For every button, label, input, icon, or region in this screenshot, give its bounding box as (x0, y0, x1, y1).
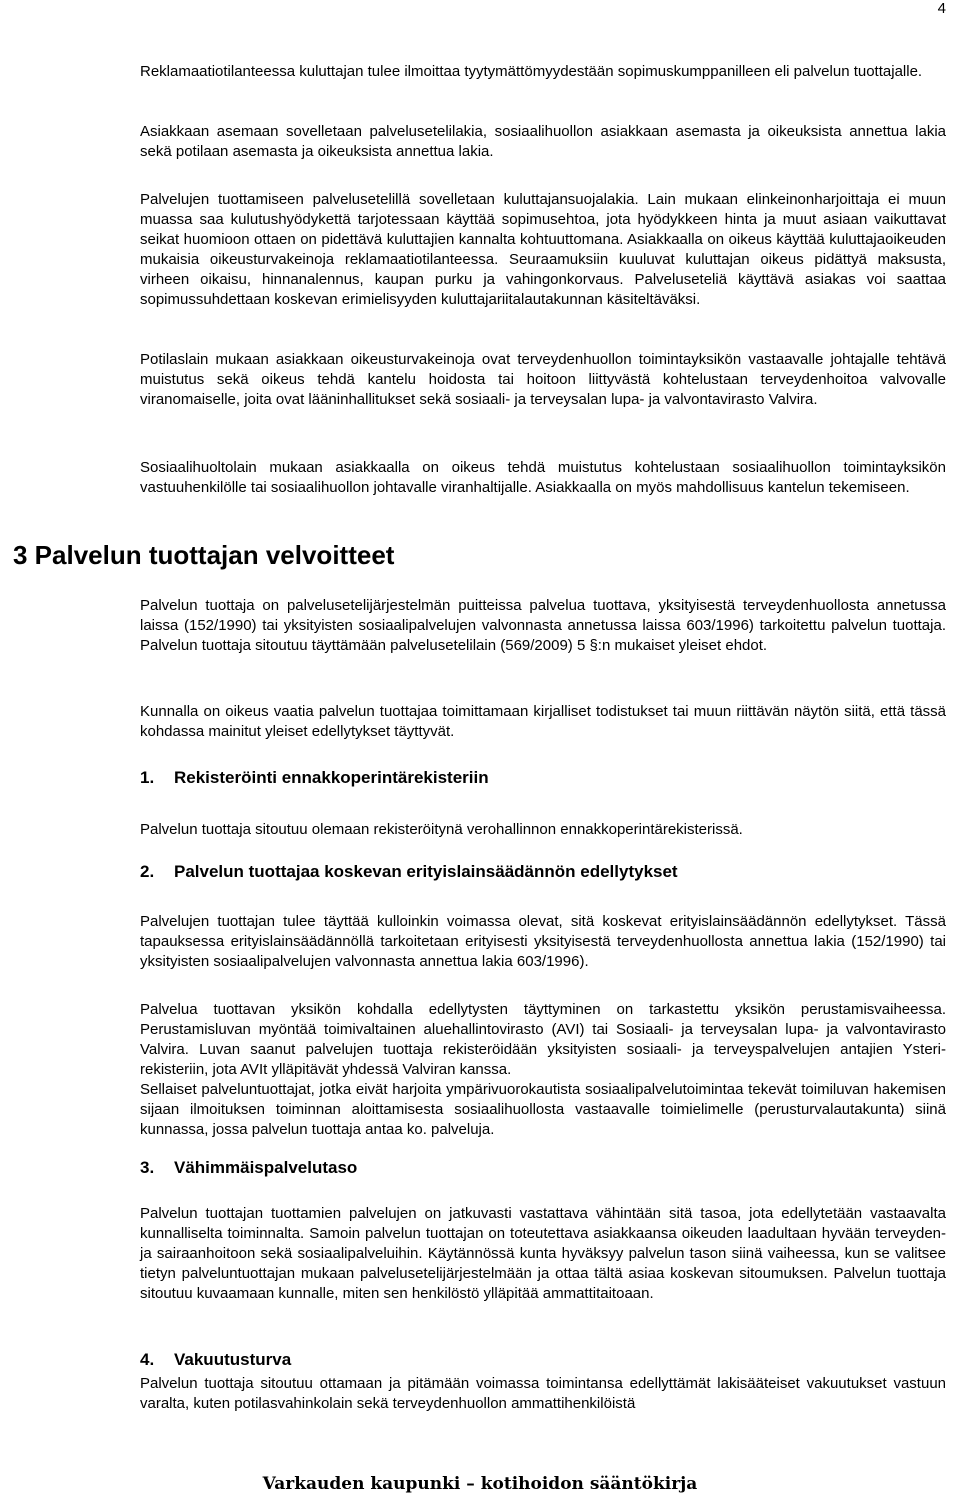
paragraph-kuluttajansuoja (140, 190, 946, 310)
paragraph-text: Palvelun tuottajan tuottamien palvelujen on jatkuvasti vastattava vähintään sitä tasoa, jota edellytetään vastaavalta kunnalliselta toiminnalta. Samoin palvelun tuottajan on toteutettava asiakkaansa oikeuden laadultaan hyvään terveyden- ja sairaanhoitoon sekä sosiaalipalveluihin. Käytännössä kunta hyväksyy palvelun tason siinä vaiheessa, kun se valitsee tietyn palveluntuottajan mukaan palvelusetelijärjestelmään ja ottaa tältä asiaa koskevan sitoumuksen. Palvelun tuottaja sitoutuu kuvaamaan kunnalle, miten sen henkilöstö ylläpitää ammattitaitoaan. (140, 1205, 946, 1302)
item-4-heading (140, 1350, 291, 1370)
section-title: 3 Palvelun tuottajan velvoitteet (13, 540, 395, 570)
item-2-body-1 (140, 912, 946, 972)
item-2-body-2 (140, 1000, 946, 1140)
paragraph-text: Palvelun tuottaja sitoutuu olemaan rekisteröitynä verohallinnon ennakkoperintärekisterissä. (140, 821, 743, 838)
section-intro-2 (140, 702, 946, 742)
item-1-body (140, 820, 946, 840)
item-4-body (140, 1374, 946, 1414)
item-heading-text: Rekisteröinti ennakkoperintärekisteriin (174, 768, 489, 787)
item-number: 2. (140, 862, 155, 881)
item-number: 3. (140, 1158, 155, 1177)
item-3-heading (140, 1158, 357, 1178)
item-2-heading (140, 862, 678, 882)
item-number: 1. (140, 768, 155, 787)
item-heading-text: Vakuutusturva (174, 1350, 292, 1369)
paragraph-sosiaalihuoltolaki (140, 458, 946, 498)
paragraph-text: Reklamaatiotilanteessa kuluttajan tulee ilmoittaa tyytymättömyydestään sopimuskumppanilleen eli palvelun tuottajalle. (140, 63, 923, 80)
paragraph-text: Palvelun tuottaja on palvelusetelijärjestelmän puitteissa palvelua tuottava, yksityisestä terveydenhuollosta annetussa laissa (152/1990) tai yksityisten sosiaalipalvelujen valvonnasta annetussa laissa 603/1996) tarkoitettu palvelun tuottaja. Palvelun tuottaja sitoutuu täyttämään palvelusetelilain (569/2009) 5 §:n mukaiset yleiset ehdot. (140, 597, 946, 654)
page-number: 4 (937, 0, 946, 17)
paragraph-text: Sellaiset palveluntuottajat, jotka eivät harjoita ympärivuorokautista sosiaalipalvelutoimintaa tekevät toimiluvan hakemisen sijaan ilmoituksen toiminnan aloittamisesta sosiaalihuollosta vastaavalle toimielimelle (perusturvalautakunta) siinä kunnassa, jossa palvelun tuottaja antaa ko. palveluja. (140, 1081, 946, 1138)
item-3-body (140, 1204, 946, 1304)
item-heading-text: Palvelun tuottajaa koskevan erityislainsäädännön edellytykset (174, 862, 678, 881)
page-footer: Varkauden kaupunki – kotihoidon sääntökirja (262, 1474, 698, 1494)
paragraph-asiakkaan-asema (140, 122, 946, 162)
paragraph-potilaslaki (140, 350, 946, 410)
item-number: 4. (140, 1350, 155, 1369)
paragraph-text: Kunnalla on oikeus vaatia palvelun tuottajaa toimittamaan kirjalliset todistukset tai muun riittävän näytön siitä, että tässä kohdassa mainitut yleiset edellytykset täyttyvät. (140, 703, 946, 740)
paragraph-text: Asiakkaan asemaan sovelletaan palvelusetelilakia, sosiaalihuollon asiakkaan asemasta ja oikeuksista annettua lakia sekä potilaan asemasta ja oikeuksista annettua lakia. (140, 123, 946, 160)
item-1-heading (140, 768, 489, 788)
section-intro-1 (140, 596, 946, 656)
paragraph-text: Potilaslain mukaan asiakkaan oikeusturvakeinoja ovat terveydenhuollon toimintayksikön vastaavalle johtajalle tehtävä muistutus sekä oikeus tehdä kantelu hoidosta tai hoitoon liittyvästä kohtelustaan terveydenhoitoa valvovalle viranomaiselle, joita ovat lääninhallitukset sekä sosiaali- ja terveysalan lupa- ja valvontavirasto Valvira. (140, 351, 946, 408)
paragraph-reklamaatio (140, 62, 946, 82)
paragraph-text: Palvelun tuottaja sitoutuu ottamaan ja pitämään voimassa toimintansa edellyttämät lakisääteiset vakuutukset vastuun varalta, kuten potilasvahinkolain sekä terveydenhuollon ammattihenkilöistä (140, 1375, 946, 1412)
item-heading-text: Vähimmäispalvelutaso (174, 1158, 358, 1177)
paragraph-text: Sosiaalihuoltolain mukaan asiakkaalla on oikeus tehdä muistutus kohtelustaan sosiaalihuollon toimintayksikön vastuuhenkilölle tai sosiaalihuollon johtavalle viranhaltijalle. Asiakkaalla on myös mahdollisuus kantelun tekemiseen. (140, 459, 946, 496)
paragraph-text: Palvelua tuottavan yksikön kohdalla edellytysten täyttyminen on tarkastettu yksikön perustamisvaiheessa. Perustamisluvan myöntää toimivaltainen aluehallintovirasto (AVI) tai Sosiaali- ja terveysalan lupa- ja valvontavirasto Valvira. Luvan saanut palvelujen tuottaja rekisteröidään yksityisten sosiaali- ja terveyspalvelujen antajien Ysteri-rekisteriin, jota AVIt ylläpitävät yhdessä Valviran kanssa. (140, 1001, 946, 1078)
paragraph-text: Palvelujen tuottajan tulee täyttää kulloinkin voimassa olevat, sitä koskevat erityislainsäädännön edellytykset. Tässä tapauksessa erityislainsäädännöllä tarkoitetaan erityisesti yksityisestä terveydenhuollosta annettua lakia (152/1990) tai yksityisten sosiaalipalvelujen valvonnasta annettua lakia 603/1996). (140, 913, 946, 970)
paragraph-text: Palvelujen tuottamiseen palvelusetelillä sovelletaan kuluttajansuojalakia. Lain mukaan elinkeinonharjoittaja ei muun muassa saa kulutushyödykettä tarjotessaan käyttää sopimusehtoa, jota hyödykkeen hinta ja muut asiaan vaikuttavat seikat huomioon ottaen on pidettävä kuluttajien kannalta kohtuuttomana. Asiakkaalla on oikeus käyttää kuluttajaoikeuden mukaisia oikeusturvakeinoja reklamaatiotilanteessa. Seuraamuksiin kuuluvat kuluttajan oikeus pidättyä maksusta, virheen oikaisu, hinnanalennus, kaupan purku ja vahingonkorvaus. Palveluseteliä käyttävä asiakas voi saattaa sopimussuhdettaan koskevan erimielisyyden kuluttajariitalautakunnan käsiteltäväksi. (140, 191, 946, 308)
